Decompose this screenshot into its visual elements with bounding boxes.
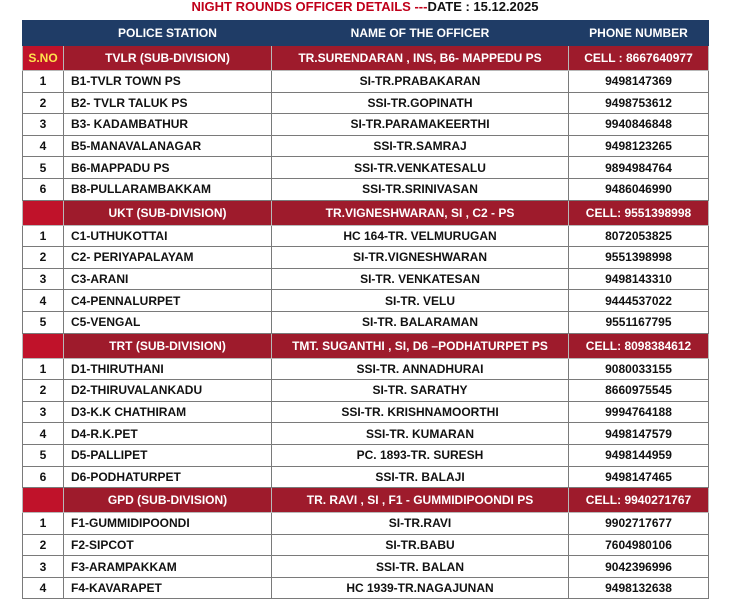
table-row [23, 444, 709, 466]
row-officer: SI-TR. SARATHY [272, 380, 569, 402]
header-officer: NAME OF THE OFFICER [272, 21, 569, 46]
page-title [0, 0, 730, 14]
row-station: D1-THIRUTHANI [64, 358, 272, 380]
subdivision-name: TVLR (SUB-DIVISION) [64, 46, 272, 71]
row-station: F4-KAVARAPET [64, 577, 272, 599]
row-station: D5-PALLIPET [64, 444, 272, 466]
row-phone: 9498144959 [569, 444, 709, 466]
row-phone: 9551167795 [569, 311, 709, 333]
subdivision-sno-label [23, 333, 64, 358]
subdivision-phone: CELL: 8098384612 [569, 333, 709, 358]
officer-table-body [23, 21, 709, 599]
row-station: B1-TVLR TOWN PS [64, 71, 272, 93]
row-phone: 9994764188 [569, 401, 709, 423]
table-row [23, 247, 709, 269]
row-phone: 9498147579 [569, 423, 709, 445]
row-sno: 3 [23, 401, 64, 423]
subdivision-phone: CELL : 8667640977 [569, 46, 709, 71]
table-row [23, 466, 709, 488]
row-officer: PC. 1893-TR. SURESH [272, 444, 569, 466]
table-row [23, 423, 709, 445]
table-header-row [23, 21, 709, 46]
row-station: C4-PENNALURPET [64, 290, 272, 312]
row-station: F3-ARAMPAKKAM [64, 556, 272, 578]
row-station: F2-SIPCOT [64, 534, 272, 556]
row-station: B8-PULLARAMBAKKAM [64, 178, 272, 200]
row-officer: SSI-TR. BALAJI [272, 466, 569, 488]
header-sno [23, 21, 64, 46]
subdivision-officer: TMT. SUGANTHI , SI, D6 –PODHATURPET PS [272, 333, 569, 358]
row-station: C3-ARANI [64, 268, 272, 290]
table-row [23, 401, 709, 423]
table-row [23, 534, 709, 556]
row-phone: 9498147369 [569, 71, 709, 93]
header-phone: PHONE NUMBER [569, 21, 709, 46]
row-officer: HC 1939-TR.NAGAJUNAN [272, 577, 569, 599]
row-station: B2- TVLR TALUK PS [64, 92, 272, 114]
row-sno: 5 [23, 157, 64, 179]
row-officer: SI-TR.BABU [272, 534, 569, 556]
subdivision-officer: TR.SURENDARAN , INS, B6- MAPPEDU PS [272, 46, 569, 71]
row-phone: 9042396996 [569, 556, 709, 578]
row-sno: 4 [23, 577, 64, 599]
table-row [23, 290, 709, 312]
row-phone: 9498123265 [569, 135, 709, 157]
row-officer: HC 164-TR. VELMURUGAN [272, 225, 569, 247]
table-row [23, 513, 709, 535]
table-row [23, 311, 709, 333]
row-phone: 9498147465 [569, 466, 709, 488]
row-station: D3-K.K CHATHIRAM [64, 401, 272, 423]
row-phone: 9498753612 [569, 92, 709, 114]
row-phone: 9080033155 [569, 358, 709, 380]
row-station: C5-VENGAL [64, 311, 272, 333]
row-officer: SI-TR.PARAMAKEERTHI [272, 114, 569, 136]
row-officer: SSI-TR. ANNADHURAI [272, 358, 569, 380]
row-phone: 9444537022 [569, 290, 709, 312]
row-sno: 6 [23, 466, 64, 488]
row-officer: SSI-TR.SAMRAJ [272, 135, 569, 157]
subdivision-name: GPD (SUB-DIVISION) [64, 488, 272, 513]
subdivision-phone: CELL: 9551398998 [569, 200, 709, 225]
row-sno: 6 [23, 178, 64, 200]
table-row [23, 225, 709, 247]
table-row [23, 358, 709, 380]
row-phone: 9498143310 [569, 268, 709, 290]
title-main: NIGHT ROUNDS OFFICER DETAILS --- [191, 0, 428, 14]
table-row [23, 380, 709, 402]
row-sno: 3 [23, 114, 64, 136]
table-row [23, 178, 709, 200]
row-station: D6-PODHATURPET [64, 466, 272, 488]
subdivision-sno-label [23, 200, 64, 225]
row-station: F1-GUMMIDIPOONDI [64, 513, 272, 535]
table-row [23, 92, 709, 114]
row-sno: 5 [23, 444, 64, 466]
row-sno: 1 [23, 358, 64, 380]
row-sno: 3 [23, 268, 64, 290]
row-station: B5-MANAVALANAGAR [64, 135, 272, 157]
subdivision-name: UKT (SUB-DIVISION) [64, 200, 272, 225]
header-police-station: POLICE STATION [64, 21, 272, 46]
row-officer: SI-TR.RAVI [272, 513, 569, 535]
table-row [23, 157, 709, 179]
row-officer: SSI-TR. KRISHNAMOORTHI [272, 401, 569, 423]
subdivision-row [23, 488, 709, 513]
subdivision-officer: TR. RAVI , SI , F1 - GUMMIDIPOONDI PS [272, 488, 569, 513]
row-sno: 5 [23, 311, 64, 333]
row-station: C2- PERIYAPALAYAM [64, 247, 272, 269]
row-phone: 8072053825 [569, 225, 709, 247]
row-station: B6-MAPPADU PS [64, 157, 272, 179]
table-row [23, 577, 709, 599]
officer-table [22, 20, 709, 599]
subdivision-sno-label [23, 488, 64, 513]
row-sno: 4 [23, 135, 64, 157]
subdivision-sno-label: S.NO [23, 46, 64, 71]
row-officer: SI-TR.PRABAKARAN [272, 71, 569, 93]
row-phone: 7604980106 [569, 534, 709, 556]
table-row [23, 114, 709, 136]
row-sno: 1 [23, 71, 64, 93]
row-sno: 1 [23, 225, 64, 247]
table-row [23, 135, 709, 157]
row-officer: SI-TR.VIGNESHWARAN [272, 247, 569, 269]
subdivision-phone: CELL: 9940271767 [569, 488, 709, 513]
table-row [23, 268, 709, 290]
title-date: DATE : 15.12.2025 [427, 0, 539, 14]
subdivision-name: TRT (SUB-DIVISION) [64, 333, 272, 358]
row-sno: 2 [23, 247, 64, 269]
row-station: B3- KADAMBATHUR [64, 114, 272, 136]
row-phone: 8660975545 [569, 380, 709, 402]
subdivision-row [23, 46, 709, 71]
row-officer: SSI-TR.GOPINATH [272, 92, 569, 114]
row-phone: 9902717677 [569, 513, 709, 535]
row-officer: SI-TR. VELU [272, 290, 569, 312]
subdivision-officer: TR.VIGNESHWARAN, SI , C2 - PS [272, 200, 569, 225]
row-phone: 9940846848 [569, 114, 709, 136]
row-officer: SSI-TR.SRINIVASAN [272, 178, 569, 200]
row-phone: 9894984764 [569, 157, 709, 179]
row-station: D4-R.K.PET [64, 423, 272, 445]
row-officer: SSI-TR. BALAN [272, 556, 569, 578]
row-sno: 2 [23, 92, 64, 114]
row-sno: 4 [23, 290, 64, 312]
row-sno: 4 [23, 423, 64, 445]
row-sno: 2 [23, 534, 64, 556]
row-phone: 9551398998 [569, 247, 709, 269]
table-row [23, 556, 709, 578]
row-sno: 3 [23, 556, 64, 578]
row-phone: 9498132638 [569, 577, 709, 599]
row-officer: SI-TR. VENKATESAN [272, 268, 569, 290]
row-officer: SSI-TR. KUMARAN [272, 423, 569, 445]
table-row [23, 71, 709, 93]
row-sno: 1 [23, 513, 64, 535]
subdivision-row [23, 200, 709, 225]
row-station: C1-UTHUKOTTAI [64, 225, 272, 247]
row-officer: SSI-TR.VENKATESALU [272, 157, 569, 179]
row-phone: 9486046990 [569, 178, 709, 200]
subdivision-row [23, 333, 709, 358]
row-officer: SI-TR. BALARAMAN [272, 311, 569, 333]
row-station: D2-THIRUVALANKADU [64, 380, 272, 402]
row-sno: 2 [23, 380, 64, 402]
